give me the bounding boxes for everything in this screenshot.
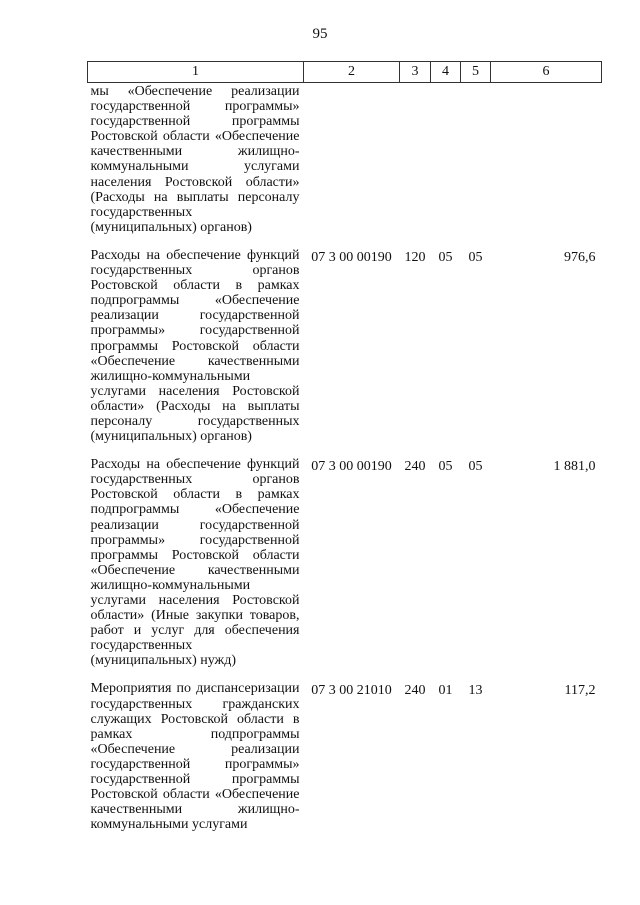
column-header: 4 <box>431 62 461 83</box>
row-rz <box>431 83 461 247</box>
row-rz: 01 <box>438 683 453 699</box>
row-pr: 05 <box>468 459 483 475</box>
row-code: 07 3 00 00190 <box>311 459 392 475</box>
row-pr <box>461 83 491 247</box>
row-rz: 05 <box>438 249 453 265</box>
row-description: Мероприятия по диспансеризации государственных гражданских служащих Ростовской области в рамках подпрограммы «Обеспечение реализации государственной программы» государственной программы Ростовской области «Обеспечение качественными жилищно-коммунальными услугами <box>90 681 300 833</box>
row-description: мы «Обеспечение реализации государственной программы» государственной программы Ростовской области «Обеспечение качественными жилищно-коммунальными услугами населения Ростовской области» (Расходы на выплаты персоналу государственных (муниципальных) органов) <box>90 84 300 235</box>
row-amount: 1 881,0 <box>553 459 596 475</box>
table-row <box>88 247 602 456</box>
column-header: 3 <box>400 62 431 83</box>
column-header: 1 <box>88 62 304 83</box>
table-row <box>88 456 602 680</box>
row-vr: 120 <box>404 249 426 265</box>
row-pr: 05 <box>468 249 483 265</box>
column-header: 5 <box>461 62 491 83</box>
column-header: 6 <box>491 62 602 83</box>
budget-table <box>87 61 602 844</box>
row-description: Расходы на обеспечение функций государственных органов Ростовской области в рамках подпрограммы «Обеспечение реализации государственной программы» государственной программы Ростовской области «Обеспечение качественными жилищно-коммунальными услугами населения Ростовской области» (Расходы на выплаты персоналу государственных (муниципальных) органов) <box>90 247 300 445</box>
row-description: Расходы на обеспечение функций государственных органов Ростовской области в рамках подпрограммы «Обеспечение реализации государственной программы» государственной программы Ростовской области «Обеспечение качественными жилищно-коммунальными услугами населения Ростовской области» (Иные закупки товаров, работ и услуг для обеспечения государственных (муниципальных) нужд) <box>90 457 300 669</box>
table-row <box>88 83 602 247</box>
row-amount: 976,6 <box>564 249 596 265</box>
row-code <box>304 83 400 247</box>
row-amount: 117,2 <box>564 683 596 699</box>
row-vr: 240 <box>404 683 426 699</box>
page-number: 95 <box>312 26 328 42</box>
column-header: 2 <box>304 62 400 83</box>
row-rz: 05 <box>438 459 453 475</box>
row-vr: 240 <box>404 459 426 475</box>
row-amount <box>491 83 602 247</box>
row-code: 07 3 00 21010 <box>311 683 392 699</box>
row-pr: 13 <box>468 683 483 699</box>
table-row <box>88 680 602 844</box>
row-vr <box>400 83 431 247</box>
header-row <box>88 62 602 83</box>
row-code: 07 3 00 00190 <box>311 249 392 265</box>
